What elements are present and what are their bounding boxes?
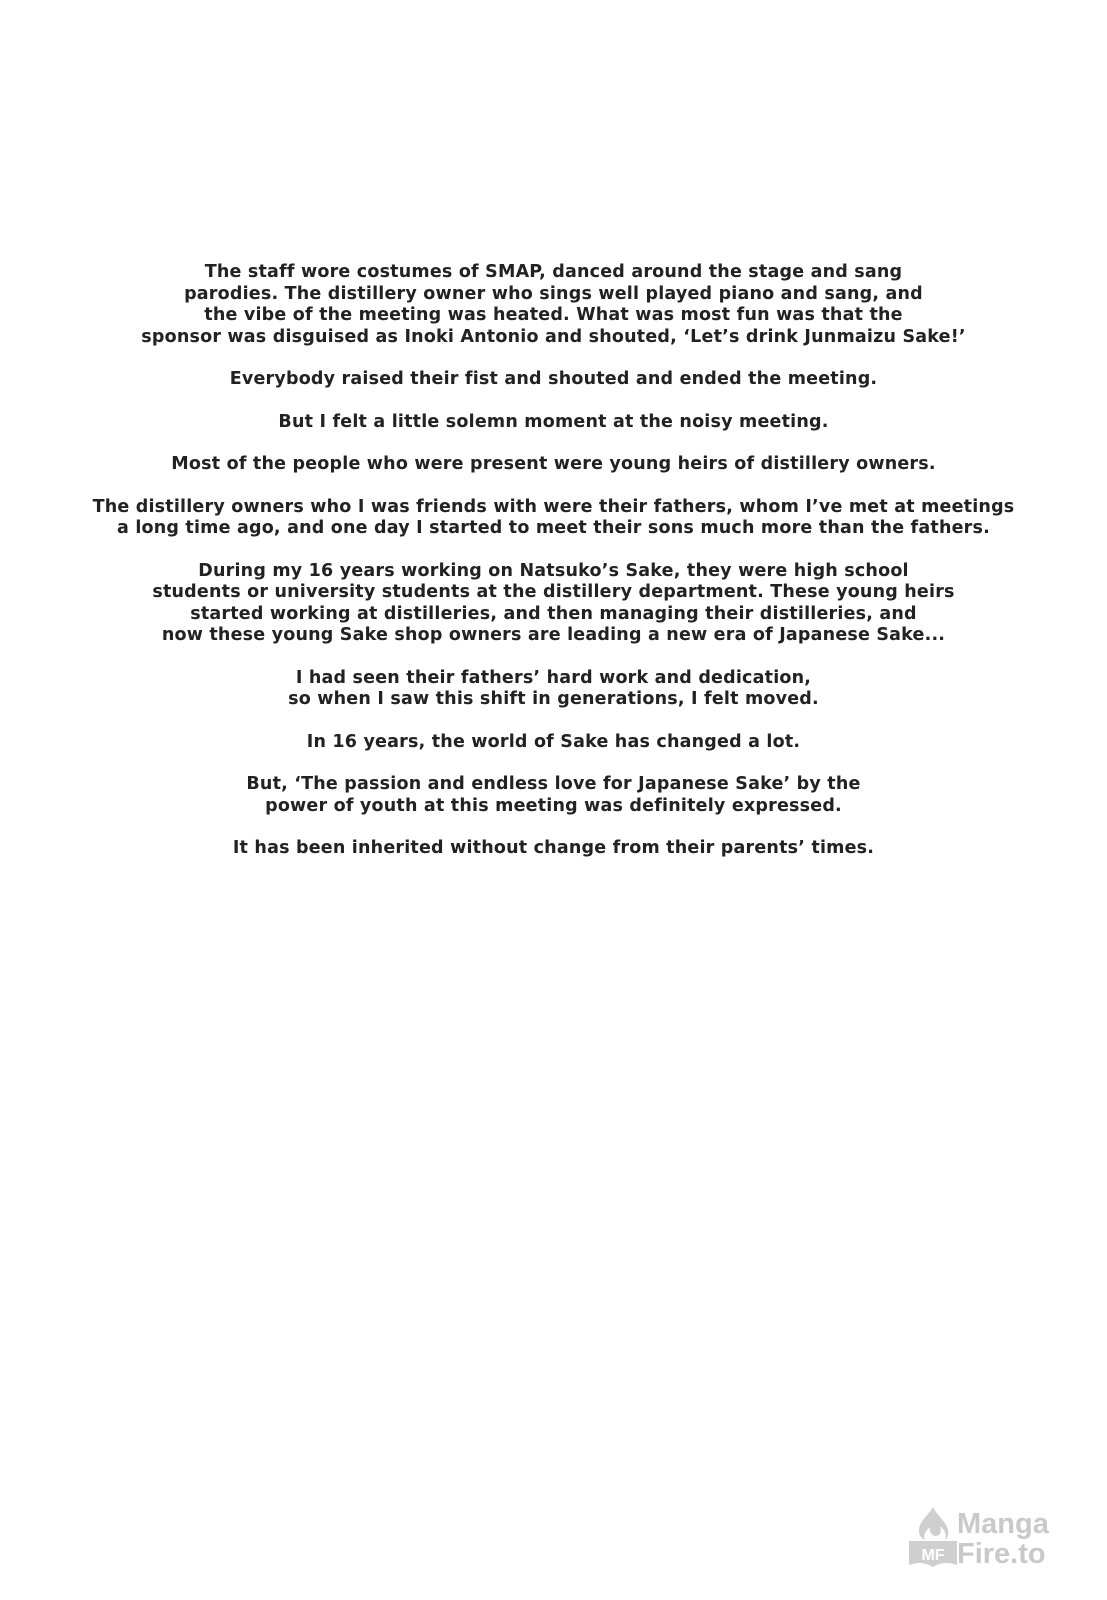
text-line: I had seen their fathers’ hard work and dedication, [295, 667, 812, 688]
text-line: The distillery owners who I was friends with were their fathers, whom I’ve met at meetings [92, 496, 1015, 517]
paragraph-4 [60, 454, 1047, 476]
watermark-text [957, 1509, 1049, 1569]
text-line: a long time ago, and one day I started to meet their sons much more than the fathers. [117, 518, 990, 538]
text-line: students or university students at the distillery department. These young heirs [152, 582, 955, 602]
paragraph-8 [60, 732, 1047, 754]
paragraph-6 [60, 561, 1047, 647]
paragraph-3 [60, 412, 1047, 434]
text-line: sponsor was disguised as Inoki Antonio and shouted, ‘Let’s drink Junmaizu Sake!’ [141, 326, 966, 347]
paragraph-10 [60, 838, 1047, 860]
paragraph-1 [60, 262, 1047, 348]
text-line: It has been inherited without change from their parents’ times. [232, 838, 875, 858]
text-line: The staff wore costumes of SMAP, danced around the stage and sang [204, 262, 903, 282]
text-line: parodies. The distillery owner who sings well played piano and sang, and [184, 283, 923, 304]
paragraph-7 [60, 668, 1047, 711]
afterword-text [60, 262, 1047, 881]
text-line: In 16 years, the world of Sake has changed a lot. [306, 731, 801, 752]
text-line: Everybody raised their fist and shouted and ended the meeting. [229, 369, 878, 389]
paragraph-2 [60, 369, 1047, 391]
text-line: started working at distilleries, and then managing their distilleries, and [190, 603, 917, 624]
mangafire-watermark [905, 1505, 1075, 1575]
svg-text:MF: MF [921, 1547, 945, 1564]
text-line: now these young Sake shop owners are leading a new era of Japanese Sake... [161, 625, 946, 645]
paragraph-9 [60, 774, 1047, 817]
text-line: During my 16 years working on Natsuko’s Sake, they were high school [198, 560, 909, 581]
flame-mf-logo-icon [905, 1505, 961, 1573]
watermark-line-2: Fire.to [957, 1538, 1046, 1570]
text-line: so when I saw this shift in generations, I felt moved. [288, 689, 819, 709]
text-line: the vibe of the meeting was heated. What was most fun was that the [204, 305, 903, 325]
text-line: But I felt a little solemn moment at the noisy meeting. [278, 411, 829, 432]
paragraph-5 [60, 497, 1047, 540]
text-line: Most of the people who were present were young heirs of distillery owners. [171, 454, 936, 474]
watermark-line-1: Manga [957, 1508, 1049, 1540]
text-line: power of youth at this meeting was definitely expressed. [265, 795, 842, 816]
text-line: But, ‘The passion and endless love for Japanese Sake’ by the [246, 774, 861, 794]
